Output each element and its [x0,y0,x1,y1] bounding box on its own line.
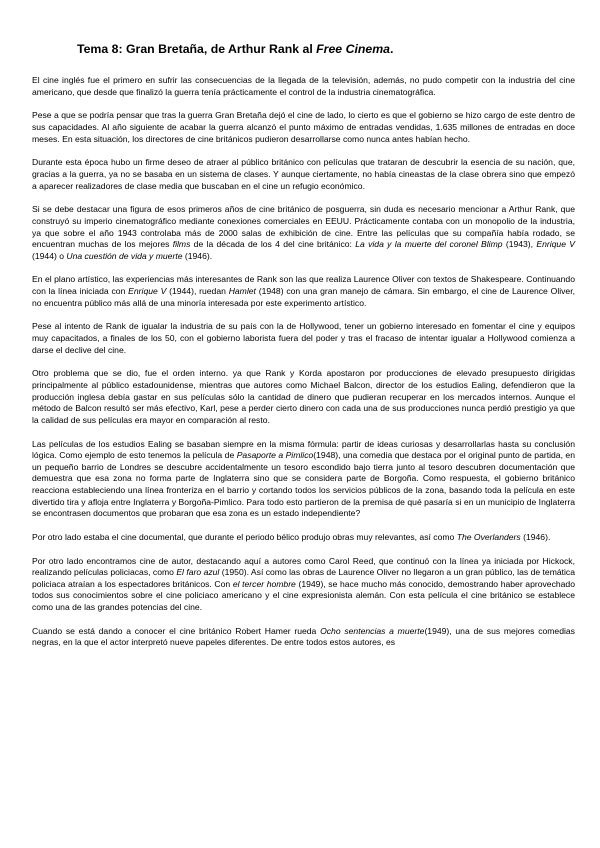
paragraph-text: (1950). Así como las obras de Laurence Oliver no llegaron a un gran público, las de temática policiaca atraían a los espectadores británicos. Con [32,567,576,589]
title-italic: Free Cinema [316,42,390,56]
paragraph-text: Durante esta época hubo un firme deseo de atraer al público británico con películas que trataran de descubrir la esencia de su nación, que, gracias a la guerra, ya no se basaba en un sistema de clases. Y aunque ciertamente, no había cineastas de la clase obrera sino que empezó a aparecer realizadores de clase media que buscaban en el cine un refugio económico. [32,157,575,191]
paragraph-text: (1948) con una gran manejo de cámara. Sin embargo, el cine de Laurence Oliver, no encuentra público más allá de una minoría interesada por este experimento artístico. [32,286,575,308]
paragraph [32,626,575,649]
italic-title-text: Una cuestión de vida y muerte [66,250,183,261]
italic-title-text: Enrique V [128,286,167,297]
paragraph-text: El cine inglés fue el primero en sufrir las consecuencias de la llegada de la televisión, además, no pudo competir con la industria del cine americano, que desde que finalizó la guerra tenía prácticamente el control de la industria cinematográfica. [32,75,575,97]
title-main: Tema 8: Gran Bretaña, de Arthur Rank al [77,42,317,56]
paragraph-text: Si se debe destacar una figura de esos primeros años de cine británico de posguerra, sin duda es necesario mencionar a Arthur Rank, que construyó su imperio cinematográfico mediante conexiones comerciales en EEUU. Prácticamente contaba con un monopolio de la industria, ya que sobre el año 1943 controlaba más de 2000 salas de exhibición de cine. Entre las películas que su compañía había rodado, se encuentran muchas de los mejores [32,204,575,250]
document-body [32,75,575,649]
paragraph-text: Por otro lado estaba el cine documental, que durante el periodo bélico produjo obras muy relevantes, así como [32,531,457,542]
paragraph [32,321,575,356]
paragraph-text: de la década de los 4 del cine británico: [190,239,356,250]
paragraph [32,368,575,426]
paragraph [32,110,575,145]
paragraph [32,274,575,309]
paragraph-text: (1946). [182,250,213,261]
italic-title-text: films [172,239,191,250]
paragraph-text: (1943), [502,239,537,250]
document-title [77,42,575,57]
italic-title-text: The Overlanders [456,531,521,542]
italic-title-text: Hamlet [228,286,256,297]
paragraph-text: (1946). [520,531,551,542]
paragraph-text: Cuando se está dando a conocer el cine británico Robert Hamer rueda [32,625,321,636]
paragraph [32,556,575,614]
paragraph [32,532,575,544]
paragraph-text: Las películas de los estudios Ealing se basaban siempre en la misma fórmula: partir de ideas curiosas y desarrollarlas hasta su conclusión lógica. Como ejemplo de esto tenemos la película de [32,438,575,461]
paragraph-text: (1944) o [32,250,67,261]
paragraph [32,75,575,98]
paragraph-text: (1948), una comedia que destaca por el original punto de partida, en un pequeño barrio de Londres se descubre accidentalmente un tesoro escondido bajo tierra junto al tesoro descubren documentación que demuestra que esa zona no forma parte de Inglaterra sino que se considera parte de Borgoña. Como respuesta, el gobierno británico reacciona estableciendo una línea fronteriza en el barrio y cortando todos los servicios públicos de la zona, basando toda la película en este divertido tira y afloja entre Inglaterra y Borgoña-Pimlico. Para todo esto partieron de la premisa de qué pasaría si en un municipio de Inglaterra se encontrasen documentos que probaran que esa zona es un estado independiente? [32,450,575,519]
paragraph-text: Otro problema que se dio, fue el orden interno. ya que Rank y Korda apostaron por producciones de elevado presupuesto dirigidas principalmente al público estadounidense, mientras que autores como Michael Balcon, director de los estudios Ealing, defendieron que la producción inglesa debía gastar en sus películas sólo la cantidad de dinero que pudieran recuperar en los mercados internos. Aunque el método de Balcon resultó ser más efectivo, Karl, pese a perder cierto dinero con cada una de sus producciones nunca perdió prestigio ya que la calidad de sus películas era mayor en comparación al resto. [32,368,575,425]
paragraph-text: Pese a que se podría pensar que tras la guerra Gran Bretaña dejó el cine de lado, lo cierto es que el gobierno se hizo cargo de este dentro de sus capacidades. Al año siguiente de acabar la guerra alcanzó el punto máximo de entradas vendidas, 1.635 millones de entradas en doce meses. En esta situación, los directores de cine británicos pudieron desarrollarse como nunca antes habían hecho. [32,110,575,144]
paragraph-text: Pese al intento de Rank de igualar la industria de su país con la de Hollywood, tener un gobierno interesado en fomentar el cine y equipos muy capacitados, a finales de los 50, con el gobierno laborista fuera del poder y tras el fracaso de intentar igualar a Hollywood comienza a darse el declive del cine. [32,321,575,355]
paragraph-text: (1944), ruedan [166,286,229,297]
title-end: . [389,42,394,56]
paragraph [32,204,575,262]
paragraph-text: (1949), se hace mucho más conocido, demostrando haber aprovechado todos sus conocimientos sobre el cine policiaco americano y el cine expresionista alemán. Con esta película el cine británico se establece como una de las grandes potencias del cine. [32,578,575,613]
paragraph-text: En el plano artístico, las experiencias más interesantes de Rank son las que realiza Laurence Oliver con textos de Shakespeare. Continuando con la línea iniciada con [32,274,575,297]
italic-title-text: El faro azul [176,567,220,578]
paragraph [32,439,575,520]
italic-title-text: Ocho sentencias a muerte [320,625,425,636]
paragraph-text: Por otro lado encontramos cine de autor, destacando aquí a autores como Carol Reed, que continuó con la línea ya iniciada por Hickock, realizando películas policiacas, como [32,555,575,578]
italic-title-text: Pasaporte a Pimlico [236,450,314,461]
italic-title-text: Enrique V [536,239,576,250]
italic-title-text: el tercer hombre [232,578,296,589]
italic-title-text: La vida y la muerte del coronel Blimp [355,239,503,250]
paragraph-text: (1949), una de sus mejores comedias negras, en la que el actor interpretó nueve papeles diferentes. De entre todos estos autores, es [32,625,575,648]
paragraph [32,157,575,192]
